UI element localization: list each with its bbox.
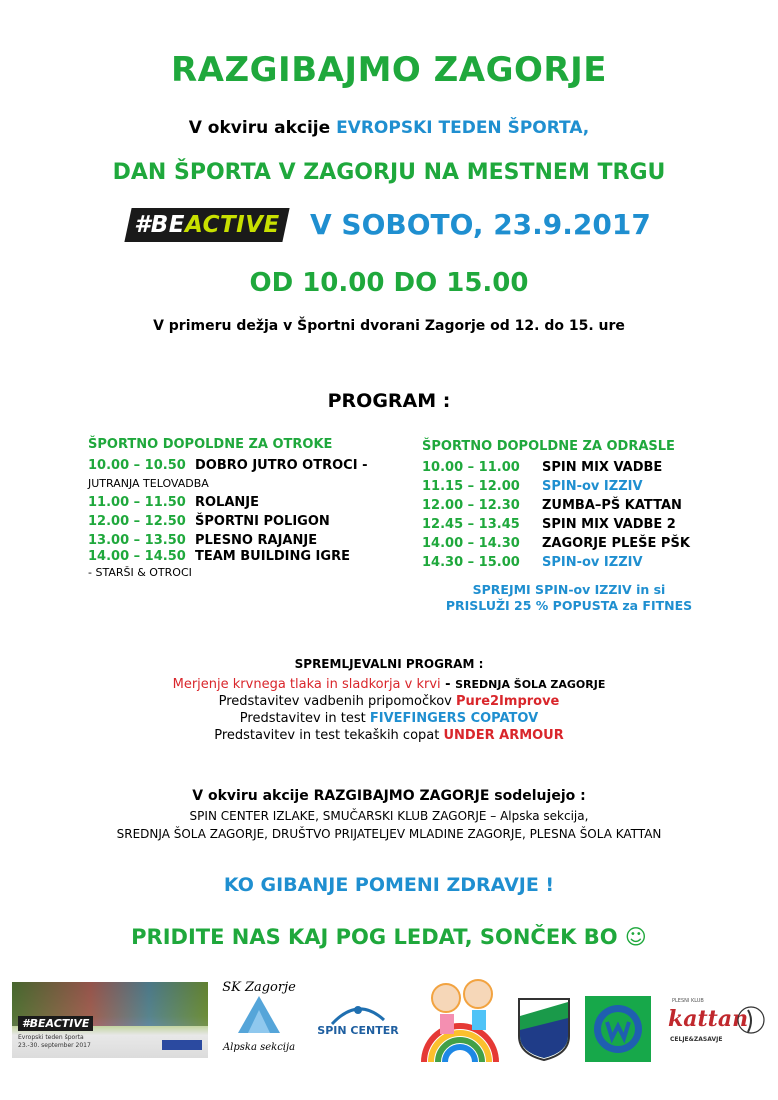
participants-line: SPIN CENTER IZLAKE, SMUČARSKI KLUB ZAGORJE – Alpska sekcija, [189, 809, 589, 823]
list-item: 14.00 – 14.30 ZAGORJE PLEŠE PŠK [422, 536, 690, 551]
event-intro [0, 118, 778, 138]
event-time: OD 10.00 DO 15.00 [249, 268, 529, 298]
list-item: 10.00 – 10.50 DOBRO JUTRO OTROCI - [88, 458, 368, 473]
side-program-line: Predstavitev in test FIVEFINGERS COPATOV [239, 711, 539, 726]
list-item: 10.00 – 11.00 SPIN MIX VADBE [422, 460, 663, 475]
intro-highlight: EVROPSKI TEDEN ŠPORTA, [336, 118, 590, 138]
list-item: 13.00 – 13.50 PLESNO RAJANJE [88, 533, 318, 548]
spin-center-logo: SPIN CENTER [312, 1000, 404, 1046]
participants-line: SREDNJA ŠOLA ZAGORJE, DRUŠTVO PRIJATELJEV MLADINE ZAGORJE, PLESNA ŠOLA KATTAN [116, 827, 662, 841]
green-w-logo [585, 996, 651, 1062]
beactive-active: ACTIVE [185, 212, 280, 238]
list-item-note: - STARŠI & OTROCI [88, 566, 192, 579]
kids-program [88, 437, 367, 584]
side-program-line: Predstavitev vadbenih pripomočkov Pure2Improve [218, 694, 560, 709]
program-heading: PROGRAM : [327, 390, 451, 412]
intro-prefix: V okviru akcije [188, 118, 337, 138]
list-item-note: JUTRANJA TELOVADBA [88, 477, 209, 490]
event-date: V SOBOTO, 23.9.2017 [310, 208, 651, 241]
participants-heading: V okviru akcije RAZGIBAJMO ZAGORJE sodelujejo : [192, 788, 586, 804]
list-item: 11.00 – 11.50 ROLANJE [88, 495, 260, 510]
rain-notice: V primeru dežja v Športni dvorani Zagorje od 12. do 15. ure [153, 318, 625, 334]
zagorje-coat-of-arms [516, 996, 572, 1062]
page-title: RAZGIBAJMO ZAGORJE [171, 50, 607, 90]
beactive-hash: #BE [134, 212, 185, 238]
beactive-banner-logo: #BEACTIVE Evropski teden športa 23.-30. september 2017 [12, 982, 208, 1058]
list-item: 12.45 – 13.45 SPIN MIX VADBE 2 [422, 517, 676, 532]
dpm-children-logo [414, 972, 506, 1070]
side-program-line: Merjenje krvnega tlaka in sladkorja v krvi - SREDNJA ŠOLA ZAGORJE [172, 677, 606, 692]
adults-heading: ŠPORTNO DOPOLDNE ZA ODRASLE [422, 439, 675, 454]
kids-heading: ŠPORTNO DOPOLDNE ZA OTROKE [88, 437, 333, 452]
list-item: 14.00 – 14.50 TEAM BUILDING IGRE [88, 549, 350, 564]
motto-invite: PRIDITE NAS KAJ POG LEDAT, SONČEK BO ☺ [131, 925, 647, 949]
adults-program [422, 439, 690, 574]
list-item: 12.00 – 12.50 ŠPORTNI POLIGON [88, 514, 330, 529]
kattan-logo: PLESNI KLUB kattan CELJE&ZASAVJE [664, 996, 768, 1056]
list-item: 11.15 – 12.00 SPIN-ov IZZIV [422, 479, 643, 494]
list-item: 12.00 – 12.30 ZUMBA–PŠ KATTAN [422, 498, 682, 513]
event-subtitle: DAN ŠPORTA V ZAGORJU NA MESTNEM TRGU [112, 160, 666, 185]
beactive-badge [124, 208, 289, 242]
list-item: 14.30 – 15.00 SPIN-ov IZZIV [422, 555, 643, 570]
side-program-heading: SPREMLJEVALNI PROGRAM : [294, 657, 484, 671]
side-program-line: Predstavitev in test tekaških copat UNDER ARMOUR [214, 728, 564, 743]
sk-zagorje-logo: SK Zagorje Alpska sekcija [222, 980, 296, 1053]
motto-health: KO GIBANJE POMENI ZDRAVJE ! [223, 874, 555, 896]
promo-text: SPREJMI SPIN-ov IZZIV in si PRISLUŽI 25 % POPUSTA za FITNES [445, 582, 693, 613]
